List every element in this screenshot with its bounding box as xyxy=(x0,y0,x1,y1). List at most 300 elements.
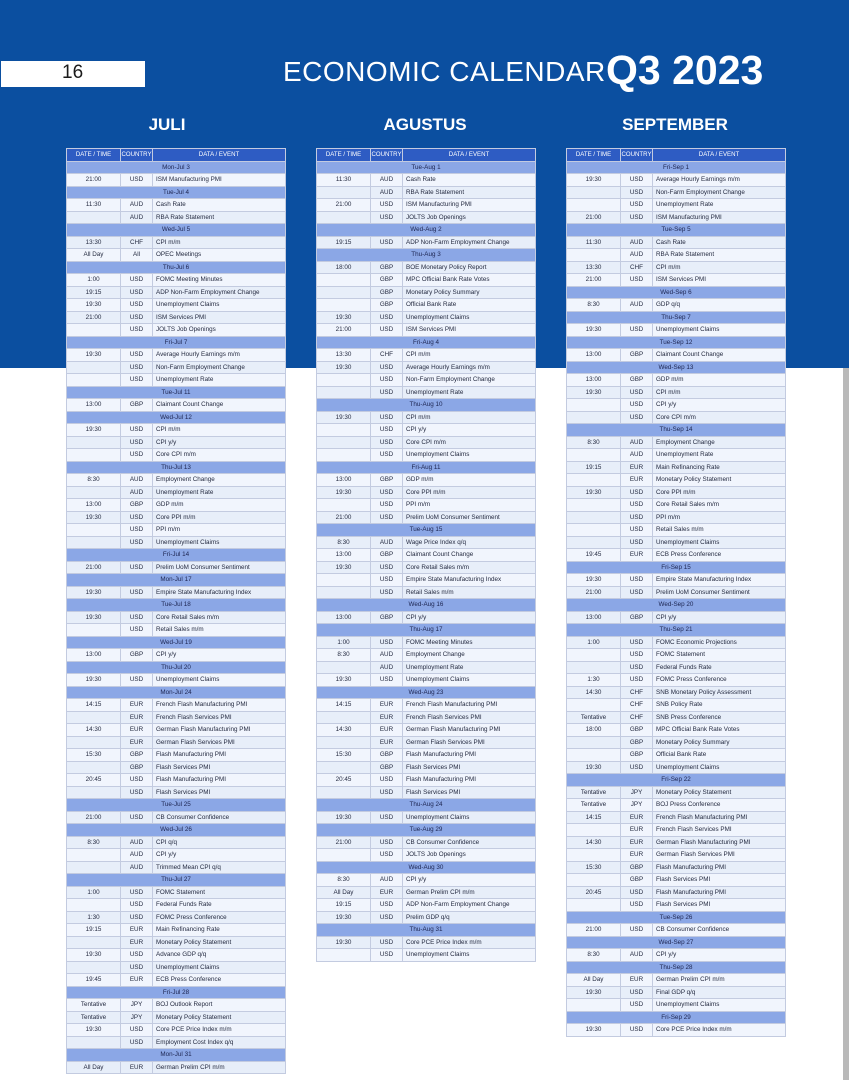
event-name: PPI m/m xyxy=(653,511,786,524)
event-name: Flash Manufacturing PMI xyxy=(653,886,786,899)
event-row xyxy=(67,499,286,512)
date-label: Wed-Aug 30 xyxy=(317,861,536,874)
event-time xyxy=(567,249,621,262)
date-header-row xyxy=(67,161,286,174)
event-name: CPI m/m xyxy=(153,424,286,437)
event-time: 1:30 xyxy=(567,674,621,687)
date-header-row xyxy=(567,286,786,299)
event-name: Monetary Policy Statement xyxy=(653,786,786,799)
event-name: Unemployment Claims xyxy=(653,999,786,1012)
table-header-row xyxy=(67,149,286,162)
date-header-row xyxy=(317,861,536,874)
date-header-row xyxy=(567,961,786,974)
event-name: FOMC Economic Projections xyxy=(653,636,786,649)
event-name: Claimant Count Change xyxy=(403,549,536,562)
event-row xyxy=(317,236,536,249)
event-country: USD xyxy=(121,774,153,787)
event-country: USD xyxy=(121,611,153,624)
event-row xyxy=(67,324,286,337)
event-name: Non-Farm Employment Change xyxy=(153,361,286,374)
event-time: 21:00 xyxy=(567,274,621,287)
event-time: 13:00 xyxy=(67,649,121,662)
event-country: GBP xyxy=(121,761,153,774)
event-time: 14:15 xyxy=(67,699,121,712)
event-row xyxy=(567,186,786,199)
event-row xyxy=(67,211,286,224)
event-country: GBP xyxy=(621,611,653,624)
event-row xyxy=(67,611,286,624)
event-country: USD xyxy=(371,911,403,924)
month-title-agustus: AGUSTUS xyxy=(383,115,467,134)
event-country: AUD xyxy=(371,174,403,187)
event-name: Non-Farm Employment Change xyxy=(403,374,536,387)
date-label: Thu-Aug 17 xyxy=(317,624,536,637)
date-label: Fri-Jul 14 xyxy=(67,549,286,562)
event-row xyxy=(67,899,286,912)
event-row xyxy=(317,699,536,712)
event-row xyxy=(67,236,286,249)
event-time: All Day xyxy=(67,249,121,262)
event-country: USD xyxy=(621,324,653,337)
event-country: AUD xyxy=(621,449,653,462)
event-name: Unemployment Rate xyxy=(653,449,786,462)
event-name: Monetary Policy Statement xyxy=(153,1011,286,1024)
event-time: 19:30 xyxy=(67,611,121,624)
event-name: Flash Services PMI xyxy=(403,761,536,774)
event-name: Empire State Manufacturing Index xyxy=(653,574,786,587)
event-time xyxy=(317,211,371,224)
event-name: German Flash Manufacturing PMI xyxy=(653,836,786,849)
event-name: Flash Services PMI xyxy=(653,899,786,912)
event-time xyxy=(67,861,121,874)
event-time: 19:30 xyxy=(567,386,621,399)
calendar-table-agustus xyxy=(316,148,536,962)
event-name: Unemployment Claims xyxy=(403,949,536,962)
event-name: CPI y/y xyxy=(653,611,786,624)
event-name: Prelim GDP q/q xyxy=(403,911,536,924)
event-row xyxy=(567,949,786,962)
event-name: Core PPI m/m xyxy=(153,511,286,524)
date-header-row xyxy=(67,261,286,274)
event-time: 13:30 xyxy=(567,261,621,274)
date-label: Wed-Jul 12 xyxy=(67,411,286,424)
event-row xyxy=(67,1036,286,1049)
event-time: 13:00 xyxy=(317,474,371,487)
date-label: Mon-Jul 3 xyxy=(67,161,286,174)
event-country: USD xyxy=(621,636,653,649)
event-time: 11:30 xyxy=(67,199,121,212)
event-row xyxy=(567,861,786,874)
event-country: EUR xyxy=(621,849,653,862)
event-name: Core Retail Sales m/m xyxy=(653,499,786,512)
date-label: Fri-Sep 22 xyxy=(567,774,786,787)
th-time: DATE / TIME xyxy=(317,149,371,162)
event-time: Tentative xyxy=(67,1011,121,1024)
event-time: 19:30 xyxy=(67,586,121,599)
event-name: French Flash Manufacturing PMI xyxy=(653,811,786,824)
event-row xyxy=(317,899,536,912)
event-country: USD xyxy=(621,274,653,287)
date-header-row xyxy=(67,461,286,474)
event-row xyxy=(567,574,786,587)
event-name: PPI m/m xyxy=(153,524,286,537)
date-label: Wed-Sep 20 xyxy=(567,599,786,612)
event-name: Empire State Manufacturing Index xyxy=(153,586,286,599)
event-row xyxy=(567,836,786,849)
event-country: GBP xyxy=(621,874,653,887)
event-country: USD xyxy=(121,374,153,387)
event-country: USD xyxy=(371,636,403,649)
event-time: 15:30 xyxy=(317,749,371,762)
event-time xyxy=(67,1036,121,1049)
event-name: German Prelim CPI m/m xyxy=(403,886,536,899)
page-number: 16 xyxy=(62,62,84,83)
event-country: USD xyxy=(121,349,153,362)
event-row xyxy=(67,424,286,437)
event-country: USD xyxy=(121,299,153,312)
event-country: USD xyxy=(371,899,403,912)
event-row xyxy=(567,261,786,274)
table-header-row xyxy=(567,149,786,162)
event-name: ECB Press Conference xyxy=(653,549,786,562)
event-time xyxy=(567,199,621,212)
event-country: AUD xyxy=(121,836,153,849)
event-row xyxy=(317,649,536,662)
event-country: USD xyxy=(371,836,403,849)
date-label: Mon-Jul 24 xyxy=(67,686,286,699)
event-name: MPC Official Bank Rate Votes xyxy=(403,274,536,287)
date-label: Tue-Sep 12 xyxy=(567,336,786,349)
event-name: CPI m/m xyxy=(403,349,536,362)
event-name: Employment Change xyxy=(403,649,536,662)
event-country: USD xyxy=(121,811,153,824)
event-country: USD xyxy=(121,274,153,287)
th-event: DATA / EVENT xyxy=(653,149,786,162)
date-header-row xyxy=(317,924,536,937)
event-country: USD xyxy=(621,899,653,912)
event-country: USD xyxy=(371,849,403,862)
date-header-row xyxy=(317,624,536,637)
event-row xyxy=(67,436,286,449)
event-row xyxy=(317,299,536,312)
event-time: 19:30 xyxy=(567,574,621,587)
event-name: Federal Funds Rate xyxy=(653,661,786,674)
event-time: 21:00 xyxy=(317,324,371,337)
event-row xyxy=(317,186,536,199)
th-country: COUNTRY xyxy=(371,149,403,162)
event-row xyxy=(317,836,536,849)
event-name: Core PPI m/m xyxy=(403,486,536,499)
event-name: German Flash Manufacturing PMI xyxy=(153,724,286,737)
event-time xyxy=(567,849,621,862)
event-time: 19:30 xyxy=(67,424,121,437)
event-name: Flash Services PMI xyxy=(153,786,286,799)
event-country: USD xyxy=(121,674,153,687)
event-time: 21:00 xyxy=(567,211,621,224)
event-time: 19:30 xyxy=(567,174,621,187)
date-header-row xyxy=(567,311,786,324)
event-row xyxy=(317,949,536,962)
event-time: 18:00 xyxy=(317,261,371,274)
event-row xyxy=(317,574,536,587)
event-name: Average Hourly Earnings m/m xyxy=(403,361,536,374)
event-name: Unemployment Rate xyxy=(653,199,786,212)
event-row xyxy=(67,936,286,949)
event-time: 21:00 xyxy=(317,836,371,849)
event-country: GBP xyxy=(621,349,653,362)
event-row xyxy=(567,486,786,499)
event-country: USD xyxy=(621,199,653,212)
event-country: USD xyxy=(371,324,403,337)
event-country: AUD xyxy=(621,436,653,449)
date-label: Tue-Aug 1 xyxy=(317,161,536,174)
date-label: Thu-Aug 24 xyxy=(317,799,536,812)
event-row xyxy=(67,849,286,862)
event-row xyxy=(567,549,786,562)
event-time xyxy=(67,486,121,499)
event-time: 15:30 xyxy=(567,861,621,874)
event-name: FOMC Statement xyxy=(153,886,286,899)
event-time: 21:00 xyxy=(317,199,371,212)
event-time: 19:30 xyxy=(317,674,371,687)
date-label: Fri-Jul 7 xyxy=(67,336,286,349)
date-header-row xyxy=(567,561,786,574)
event-country: All xyxy=(121,249,153,262)
date-header-row xyxy=(67,599,286,612)
calendar-table-september xyxy=(566,148,786,1037)
event-row xyxy=(317,274,536,287)
event-country: GBP xyxy=(371,299,403,312)
event-country: AUD xyxy=(121,486,153,499)
event-country: EUR xyxy=(621,836,653,849)
event-row xyxy=(67,1011,286,1024)
event-name: Flash Services PMI xyxy=(403,786,536,799)
event-row xyxy=(67,449,286,462)
event-country: EUR xyxy=(621,549,653,562)
event-time xyxy=(67,711,121,724)
event-time: 20:45 xyxy=(567,886,621,899)
event-country: USD xyxy=(621,924,653,937)
event-row xyxy=(317,561,536,574)
event-time: 18:00 xyxy=(567,724,621,737)
event-country: USD xyxy=(621,886,653,899)
event-name: Prelim UoM Consumer Sentiment xyxy=(653,586,786,599)
event-country: USD xyxy=(121,311,153,324)
event-country: EUR xyxy=(371,699,403,712)
event-row xyxy=(67,361,286,374)
event-time xyxy=(67,211,121,224)
event-time xyxy=(67,374,121,387)
event-country: CHF xyxy=(121,236,153,249)
event-time xyxy=(317,299,371,312)
event-country: EUR xyxy=(621,474,653,487)
date-header-row xyxy=(317,599,536,612)
event-row xyxy=(567,436,786,449)
quarter-title: Q3 2023 xyxy=(606,47,764,93)
event-row xyxy=(567,1024,786,1037)
event-row xyxy=(567,611,786,624)
event-country: EUR xyxy=(121,699,153,712)
event-country: EUR xyxy=(621,974,653,987)
event-row xyxy=(67,1024,286,1037)
date-label: Thu-Aug 31 xyxy=(317,924,536,937)
event-name: Final GDP q/q xyxy=(653,986,786,999)
event-country: USD xyxy=(371,674,403,687)
event-time: All Day xyxy=(567,974,621,987)
event-name: Core PCE Price Index m/m xyxy=(403,936,536,949)
event-name: Cash Rate xyxy=(403,174,536,187)
date-label: Wed-Jul 26 xyxy=(67,824,286,837)
event-country: GBP xyxy=(371,274,403,287)
event-time: Tentative xyxy=(567,799,621,812)
event-row xyxy=(317,586,536,599)
event-name: CPI y/y xyxy=(653,399,786,412)
event-time: 21:00 xyxy=(567,924,621,937)
event-row xyxy=(317,386,536,399)
event-row xyxy=(317,174,536,187)
date-header-row xyxy=(67,224,286,237)
event-time: 19:30 xyxy=(317,936,371,949)
event-row xyxy=(567,849,786,862)
event-row xyxy=(67,749,286,762)
event-row xyxy=(67,736,286,749)
event-time xyxy=(317,586,371,599)
side-ribbon xyxy=(843,368,849,1080)
event-name: Unemployment Claims xyxy=(403,674,536,687)
date-label: Thu-Sep 7 xyxy=(567,311,786,324)
date-header-row xyxy=(567,224,786,237)
event-name: Main Refinancing Rate xyxy=(153,924,286,937)
event-time xyxy=(567,499,621,512)
event-name: ISM Manufacturing PMI xyxy=(403,199,536,212)
event-time: 13:00 xyxy=(567,611,621,624)
event-row xyxy=(317,774,536,787)
event-time: 13:00 xyxy=(317,549,371,562)
event-row xyxy=(67,999,286,1012)
event-row xyxy=(567,349,786,362)
event-country: USD xyxy=(371,449,403,462)
event-row xyxy=(567,211,786,224)
event-row xyxy=(317,936,536,949)
event-country: EUR xyxy=(371,724,403,737)
event-country: AUD xyxy=(621,236,653,249)
event-time: 1:00 xyxy=(567,636,621,649)
event-time: 19:15 xyxy=(317,236,371,249)
event-name: Monetary Policy Statement xyxy=(653,474,786,487)
event-name: ISM Services PMI xyxy=(653,274,786,287)
event-name: Unemployment Claims xyxy=(653,324,786,337)
event-country: USD xyxy=(371,574,403,587)
date-label: Wed-Jul 19 xyxy=(67,636,286,649)
event-time xyxy=(317,736,371,749)
event-row xyxy=(317,324,536,337)
event-time xyxy=(567,661,621,674)
event-time xyxy=(567,899,621,912)
event-time: 19:15 xyxy=(567,461,621,474)
event-name: Unemployment Claims xyxy=(153,299,286,312)
event-row xyxy=(567,649,786,662)
event-row xyxy=(67,974,286,987)
event-country: GBP xyxy=(621,724,653,737)
event-country: GBP xyxy=(371,749,403,762)
event-time: 19:30 xyxy=(67,1024,121,1037)
event-name: French Flash Services PMI xyxy=(653,824,786,837)
event-name: CPI m/m xyxy=(653,386,786,399)
date-header-row xyxy=(567,336,786,349)
event-country: USD xyxy=(121,586,153,599)
event-row xyxy=(567,411,786,424)
event-row xyxy=(567,899,786,912)
date-label: Thu-Aug 10 xyxy=(317,399,536,412)
event-country: USD xyxy=(371,774,403,787)
event-country: GBP xyxy=(371,474,403,487)
event-row xyxy=(67,711,286,724)
event-time xyxy=(567,536,621,549)
event-country: USD xyxy=(371,949,403,962)
event-name: ADP Non-Farm Employment Change xyxy=(403,899,536,912)
event-row xyxy=(317,349,536,362)
event-country: GBP xyxy=(621,861,653,874)
event-country: USD xyxy=(371,199,403,212)
event-row xyxy=(317,311,536,324)
event-time: Tentative xyxy=(567,711,621,724)
event-name: Core CPI m/m xyxy=(403,436,536,449)
date-label: Mon-Jul 17 xyxy=(67,574,286,587)
event-time xyxy=(567,474,621,487)
th-country: COUNTRY xyxy=(621,149,653,162)
event-country: EUR xyxy=(121,724,153,737)
event-row xyxy=(317,549,536,562)
event-time: 8:30 xyxy=(67,836,121,849)
date-label: Wed-Jul 5 xyxy=(67,224,286,237)
event-row xyxy=(317,761,536,774)
event-name: SNB Press Conference xyxy=(653,711,786,724)
event-time xyxy=(317,849,371,862)
event-row xyxy=(567,474,786,487)
event-country: CHF xyxy=(371,349,403,362)
event-time xyxy=(567,749,621,762)
event-time xyxy=(317,286,371,299)
event-country: GBP xyxy=(621,749,653,762)
event-time: All Day xyxy=(317,886,371,899)
event-time: 14:30 xyxy=(567,836,621,849)
event-row xyxy=(67,861,286,874)
event-name: German Prelim CPI m/m xyxy=(153,1061,286,1074)
event-country: USD xyxy=(121,286,153,299)
event-time xyxy=(317,661,371,674)
event-name: Unemployment Claims xyxy=(403,449,536,462)
event-row xyxy=(317,611,536,624)
date-header-row xyxy=(317,336,536,349)
event-row xyxy=(67,486,286,499)
event-country: USD xyxy=(621,499,653,512)
event-time: 21:00 xyxy=(67,561,121,574)
event-name: CPI y/y xyxy=(403,874,536,887)
event-time xyxy=(567,186,621,199)
event-time: 13:00 xyxy=(67,499,121,512)
event-country: EUR xyxy=(621,811,653,824)
event-country: USD xyxy=(121,624,153,637)
event-time: 19:30 xyxy=(67,349,121,362)
event-time xyxy=(67,736,121,749)
event-country: USD xyxy=(371,811,403,824)
event-time xyxy=(567,824,621,837)
event-country: USD xyxy=(621,536,653,549)
event-time: 13:00 xyxy=(317,611,371,624)
event-name: Average Hourly Earnings m/m xyxy=(653,174,786,187)
event-country: USD xyxy=(621,999,653,1012)
date-header-row xyxy=(317,461,536,474)
